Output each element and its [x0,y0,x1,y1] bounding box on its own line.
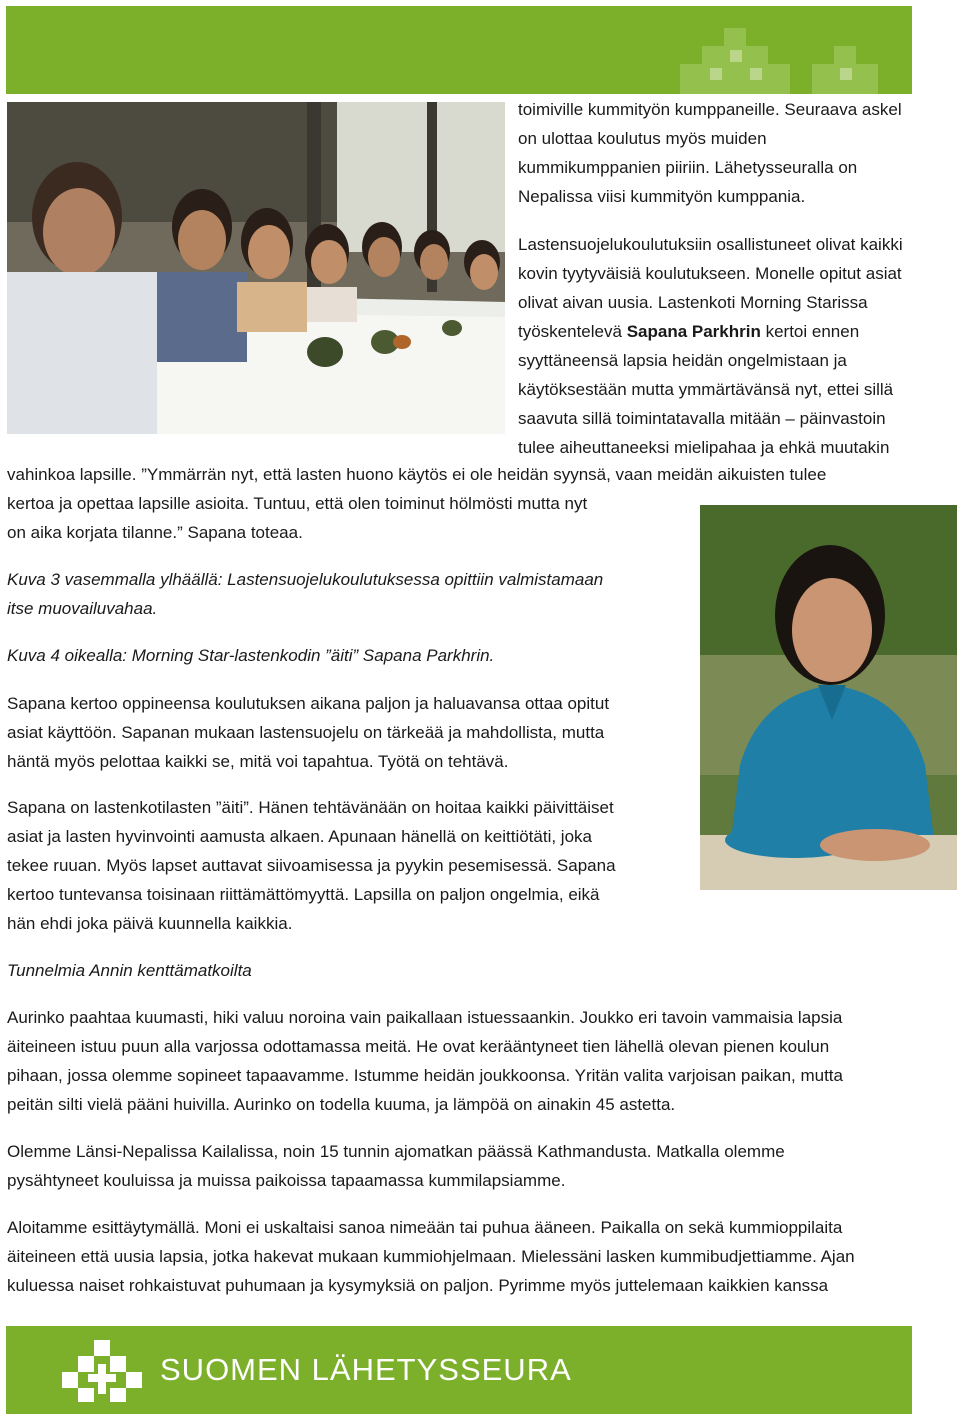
text-line: toimiville kummityön kumppaneille. Seuraava askel [518,100,902,119]
text-line: syyttäneensä lapsia heidän ongelmistaan ja [518,351,847,370]
text-line: kummikumppanien piiriin. Lähetysseuralla on [518,158,858,177]
text-fragment: työskentelevä [518,322,627,341]
cross-pattern-icon [62,1336,142,1406]
text-line: Aurinko paahtaa kuumasti, hiki valuu noroina vain paikallaan istuessaankin. Joukko eri tavoin vammaisia lapsia [7,1008,843,1027]
caption-photo-3-cont: itse muovailuvahaa. [7,599,158,618]
text-line: äiteineen että uusia lapsia, jotka hakevat mukaan kummiohjelmaan. Mielessäni lasken kummibudjettiamme. Ajan [7,1247,855,1266]
text-line: kovin tyytyväisiä koulutukseen. Monelle opitut asiat [518,264,902,283]
text-line: pysähtyneet kouluissa ja muissa paikoissa tapaamassa kummilapsiamme. [7,1171,566,1190]
section-heading: Tunnelmia Annin kenttämatkoilta [7,961,252,980]
text-line: asiat ja lasten hyvinvointi aamusta alkaen. Apunaan hänellä on keittiötäti, joka [7,827,592,846]
text-line: Lastensuojelukoulutuksiin osallistuneet olivat kaikki [518,235,903,254]
text-line: käytöksestään mutta ymmärtävänsä nyt, ettei sillä [518,380,894,399]
workshop-photo-illustration [7,102,505,434]
text-line: Aloitamme esittäytymällä. Moni ei uskaltaisi sanoa nimeään tai puhua ääneen. Paikalla on sekä kummioppilaita [7,1218,843,1237]
person-name-bold: Sapana Parkhrin [626,322,761,341]
text-fragment: kertoi ennen [760,322,860,341]
text-line: Nepalissa viisi kummityön kumppania. [518,187,806,206]
caption-photo-3: Kuva 3 vasemmalla ylhäällä: Lastensuojelukoulutuksessa opittiin valmistamaan [7,570,604,589]
text-line: peitän silti vielä pääni huivilla. Aurinko on todella kuuma, ja lämpöä on ainakin 45 astetta. [7,1095,676,1114]
text-line: olivat aivan uusia. Lastenkoti Morning Starissa [518,293,868,312]
text-line: hän ehdi joka päivä kuunnella kaikkia. [7,914,293,933]
text-line: tulee aiheuttaneeksi mielipahaa ja ehkä muutakin [518,438,890,457]
text-line: kuluessa naiset rohkaistuvat puhumaan ja kysymyksiä on paljon. Pyrimme myös juttelemaan kaikkien kanssa [7,1276,829,1295]
caption-photo-4: Kuva 4 oikealla: Morning Star-lastenkodin ”äiti” Sapana Parkhrin. [7,646,495,665]
text-line: kertoa ja opettaa lapsille asioita. Tuntuu, että olen toiminut hölmösti mutta nyt [7,494,588,513]
photo-portrait-sapana [700,505,957,890]
text-line: Sapana kertoo oppineensa koulutuksen aikana paljon ja haluavansa ottaa opitut [7,694,610,713]
text-line: saavuta sillä toimintatavalla mitään – päinvastoin [518,409,886,428]
organization-name: SUOMEN LÄHETYSSEURA [160,1352,572,1387]
text-line: pihaan, jossa olemme sopineet tapaavamme. Istumme heidän joukkoonsa. Yritän valita varjoisan paikan, mutta [7,1066,843,1085]
text-line: äiteineen istuu puun alla varjossa odottamassa meitä. He ovat kerääntyneet tien lähellä olevan pienen koulun [7,1037,830,1056]
header-cross-pattern-icon [560,6,912,94]
portrait-photo-illustration [700,505,957,890]
photo-workshop-group [7,102,505,434]
text-line: on aika korjata tilanne.” Sapana toteaa. [7,523,303,542]
text-line: kertoo tuntevansa toisinaan riittämättömyyttä. Lapsilla on paljon ongelmia, eikä [7,885,600,904]
text-line: asiat käyttöön. Sapanan mukaan lastensuojelu on tärkeää ja mahdollista, mutta [7,723,605,742]
text-line: häntä myös pelottaa kaikki se, mitä voi tapahtua. Työtä on tehtävä. [7,752,509,771]
text-line-with-name [518,317,859,346]
text-line: tekee ruuan. Myös lapset auttavat siivoamisessa ja pyykin pesemisessä. Sapana [7,856,616,875]
text-line: Sapana on lastenkotilasten ”äiti”. Hänen tehtävänään on hoitaa kaikki päivittäiset [7,798,614,817]
text-line: Olemme Länsi-Nepalissa Kailalissa, noin 15 tunnin ajomatkan päässä Kathmandusta. Matkalla olemme [7,1142,785,1161]
text-line: on ulottaa koulutus myös muiden [518,129,767,148]
text-line: vahinkoa lapsille. ”Ymmärrän nyt, että lasten huono käytös ei ole heidän syynsä, vaan meidän aikuisten tulee [7,465,827,484]
